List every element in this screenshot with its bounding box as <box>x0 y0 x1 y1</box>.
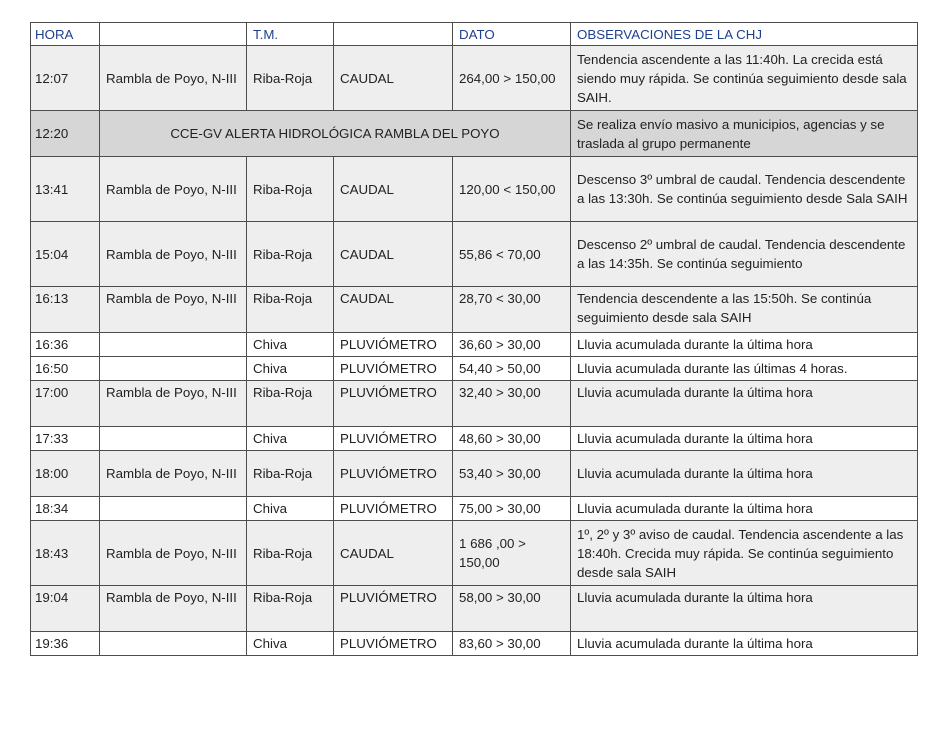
row-hora: 18:34 <box>31 497 100 521</box>
row-lugar <box>100 497 247 521</box>
row-tm: Chiva <box>247 357 334 381</box>
row-tipo: PLUVIÓMETRO <box>334 451 453 497</box>
row-observaciones: 1º, 2º y 3º aviso de caudal. Tendencia ascendente a las 18:40h. Crecida muy rápida. Se continúa seguimiento desde sala SAIH <box>571 521 918 586</box>
row-dato: 83,60 > 30,00 <box>453 632 571 656</box>
header-lugar <box>100 23 247 46</box>
row-tm: Chiva <box>247 427 334 451</box>
row-tipo: CAUDAL <box>334 521 453 586</box>
row-tm: Riba-Roja <box>247 46 334 111</box>
table-row <box>31 46 918 111</box>
row-lugar: Rambla de Poyo, N-III <box>100 46 247 111</box>
row-lugar: Rambla de Poyo, N-III <box>100 521 247 586</box>
row-dato: 55,86 < 70,00 <box>453 222 571 287</box>
row-tm: Riba-Roja <box>247 586 334 632</box>
row-observaciones: Lluvia acumulada durante la última hora <box>571 427 918 451</box>
row-tipo: PLUVIÓMETRO <box>334 497 453 521</box>
row-tipo: PLUVIÓMETRO <box>334 357 453 381</box>
row-observaciones: Lluvia acumulada durante la última hora <box>571 632 918 656</box>
row-dato: 58,00 > 30,00 <box>453 586 571 632</box>
row-lugar: Rambla de Poyo, N-III <box>100 381 247 427</box>
row-dato: 264,00 > 150,00 <box>453 46 571 111</box>
row-tm: Chiva <box>247 632 334 656</box>
table-row <box>31 287 918 333</box>
table-row <box>31 521 918 586</box>
row-lugar <box>100 357 247 381</box>
row-tipo: PLUVIÓMETRO <box>334 333 453 357</box>
row-hora: 12:07 <box>31 46 100 111</box>
row-dato: 120,00 < 150,00 <box>453 157 571 222</box>
row-tipo: CAUDAL <box>334 287 453 333</box>
row-hora: 16:13 <box>31 287 100 333</box>
row-observaciones: Tendencia ascendente a las 11:40h. La crecida está siendo muy rápida. Se continúa seguimiento desde sala SAIH. <box>571 46 918 111</box>
table-row <box>31 586 918 632</box>
row-hora: 15:04 <box>31 222 100 287</box>
row-tm: Riba-Roja <box>247 157 334 222</box>
row-tm: Riba-Roja <box>247 451 334 497</box>
row-tipo: PLUVIÓMETRO <box>334 427 453 451</box>
header-tm: T.M. <box>247 23 334 46</box>
row-hora: 17:00 <box>31 381 100 427</box>
row-tm: Riba-Roja <box>247 381 334 427</box>
row-observaciones: Lluvia acumulada durante las últimas 4 horas. <box>571 357 918 381</box>
row-observaciones: Descenso 3º umbral de caudal. Tendencia descendente a las 13:30h. Se continúa seguimiento desde Sala SAIH <box>571 157 918 222</box>
table-row <box>31 157 918 222</box>
page <box>30 22 917 656</box>
table-row <box>31 632 918 656</box>
row-tipo: PLUVIÓMETRO <box>334 381 453 427</box>
row-tm: Chiva <box>247 497 334 521</box>
table-row <box>31 222 918 287</box>
row-dato: 54,40 > 50,00 <box>453 357 571 381</box>
row-dato: 53,40 > 30,00 <box>453 451 571 497</box>
row-dato: 1 686 ,00 > 150,00 <box>453 521 571 586</box>
row-tm: Riba-Roja <box>247 521 334 586</box>
row-tm: Riba-Roja <box>247 222 334 287</box>
row-tipo: PLUVIÓMETRO <box>334 586 453 632</box>
table-row <box>31 381 918 427</box>
row-observaciones: Descenso 2º umbral de caudal. Tendencia descendente a las 14:35h. Se continúa seguimiento <box>571 222 918 287</box>
row-observaciones: Lluvia acumulada durante la última hora <box>571 451 918 497</box>
row-observaciones: Se realiza envío masivo a municipios, agencias y se traslada al grupo permanente <box>571 111 918 157</box>
header-observaciones: OBSERVACIONES DE LA CHJ <box>571 23 918 46</box>
row-hora: 16:50 <box>31 357 100 381</box>
row-lugar <box>100 632 247 656</box>
table-row <box>31 357 918 381</box>
table-row <box>31 451 918 497</box>
header-hora: HORA <box>31 23 100 46</box>
hydrology-alert-table <box>30 22 918 656</box>
alert-row <box>31 111 918 157</box>
alert-message: CCE-GV ALERTA HIDROLÓGICA RAMBLA DEL POYO <box>100 111 571 157</box>
row-lugar: Rambla de Poyo, N-III <box>100 451 247 497</box>
row-hora: 18:00 <box>31 451 100 497</box>
row-tm: Riba-Roja <box>247 287 334 333</box>
row-lugar: Rambla de Poyo, N-III <box>100 222 247 287</box>
row-dato: 75,00 > 30,00 <box>453 497 571 521</box>
row-hora: 12:20 <box>31 111 100 157</box>
row-hora: 18:43 <box>31 521 100 586</box>
table-row <box>31 427 918 451</box>
row-lugar: Rambla de Poyo, N-III <box>100 287 247 333</box>
row-observaciones: Lluvia acumulada durante la última hora <box>571 333 918 357</box>
row-dato: 36,60 > 30,00 <box>453 333 571 357</box>
row-lugar <box>100 427 247 451</box>
row-hora: 13:41 <box>31 157 100 222</box>
table-row <box>31 333 918 357</box>
row-tm: Chiva <box>247 333 334 357</box>
row-observaciones: Tendencia descendente a las 15:50h. Se continúa seguimiento desde sala SAIH <box>571 287 918 333</box>
row-tipo: CAUDAL <box>334 46 453 111</box>
row-dato: 48,60 > 30,00 <box>453 427 571 451</box>
header-dato: DATO <box>453 23 571 46</box>
row-tipo: CAUDAL <box>334 222 453 287</box>
row-lugar <box>100 333 247 357</box>
row-observaciones: Lluvia acumulada durante la última hora <box>571 586 918 632</box>
table-row <box>31 497 918 521</box>
row-tipo: PLUVIÓMETRO <box>334 632 453 656</box>
table-header-row <box>31 23 918 46</box>
row-observaciones: Lluvia acumulada durante la última hora <box>571 497 918 521</box>
row-lugar: Rambla de Poyo, N-III <box>100 586 247 632</box>
header-tipo <box>334 23 453 46</box>
row-dato: 28,70 < 30,00 <box>453 287 571 333</box>
row-lugar: Rambla de Poyo, N-III <box>100 157 247 222</box>
row-dato: 32,40 > 30,00 <box>453 381 571 427</box>
row-hora: 19:04 <box>31 586 100 632</box>
row-hora: 16:36 <box>31 333 100 357</box>
row-hora: 19:36 <box>31 632 100 656</box>
row-observaciones: Lluvia acumulada durante la última hora <box>571 381 918 427</box>
row-tipo: CAUDAL <box>334 157 453 222</box>
row-hora: 17:33 <box>31 427 100 451</box>
